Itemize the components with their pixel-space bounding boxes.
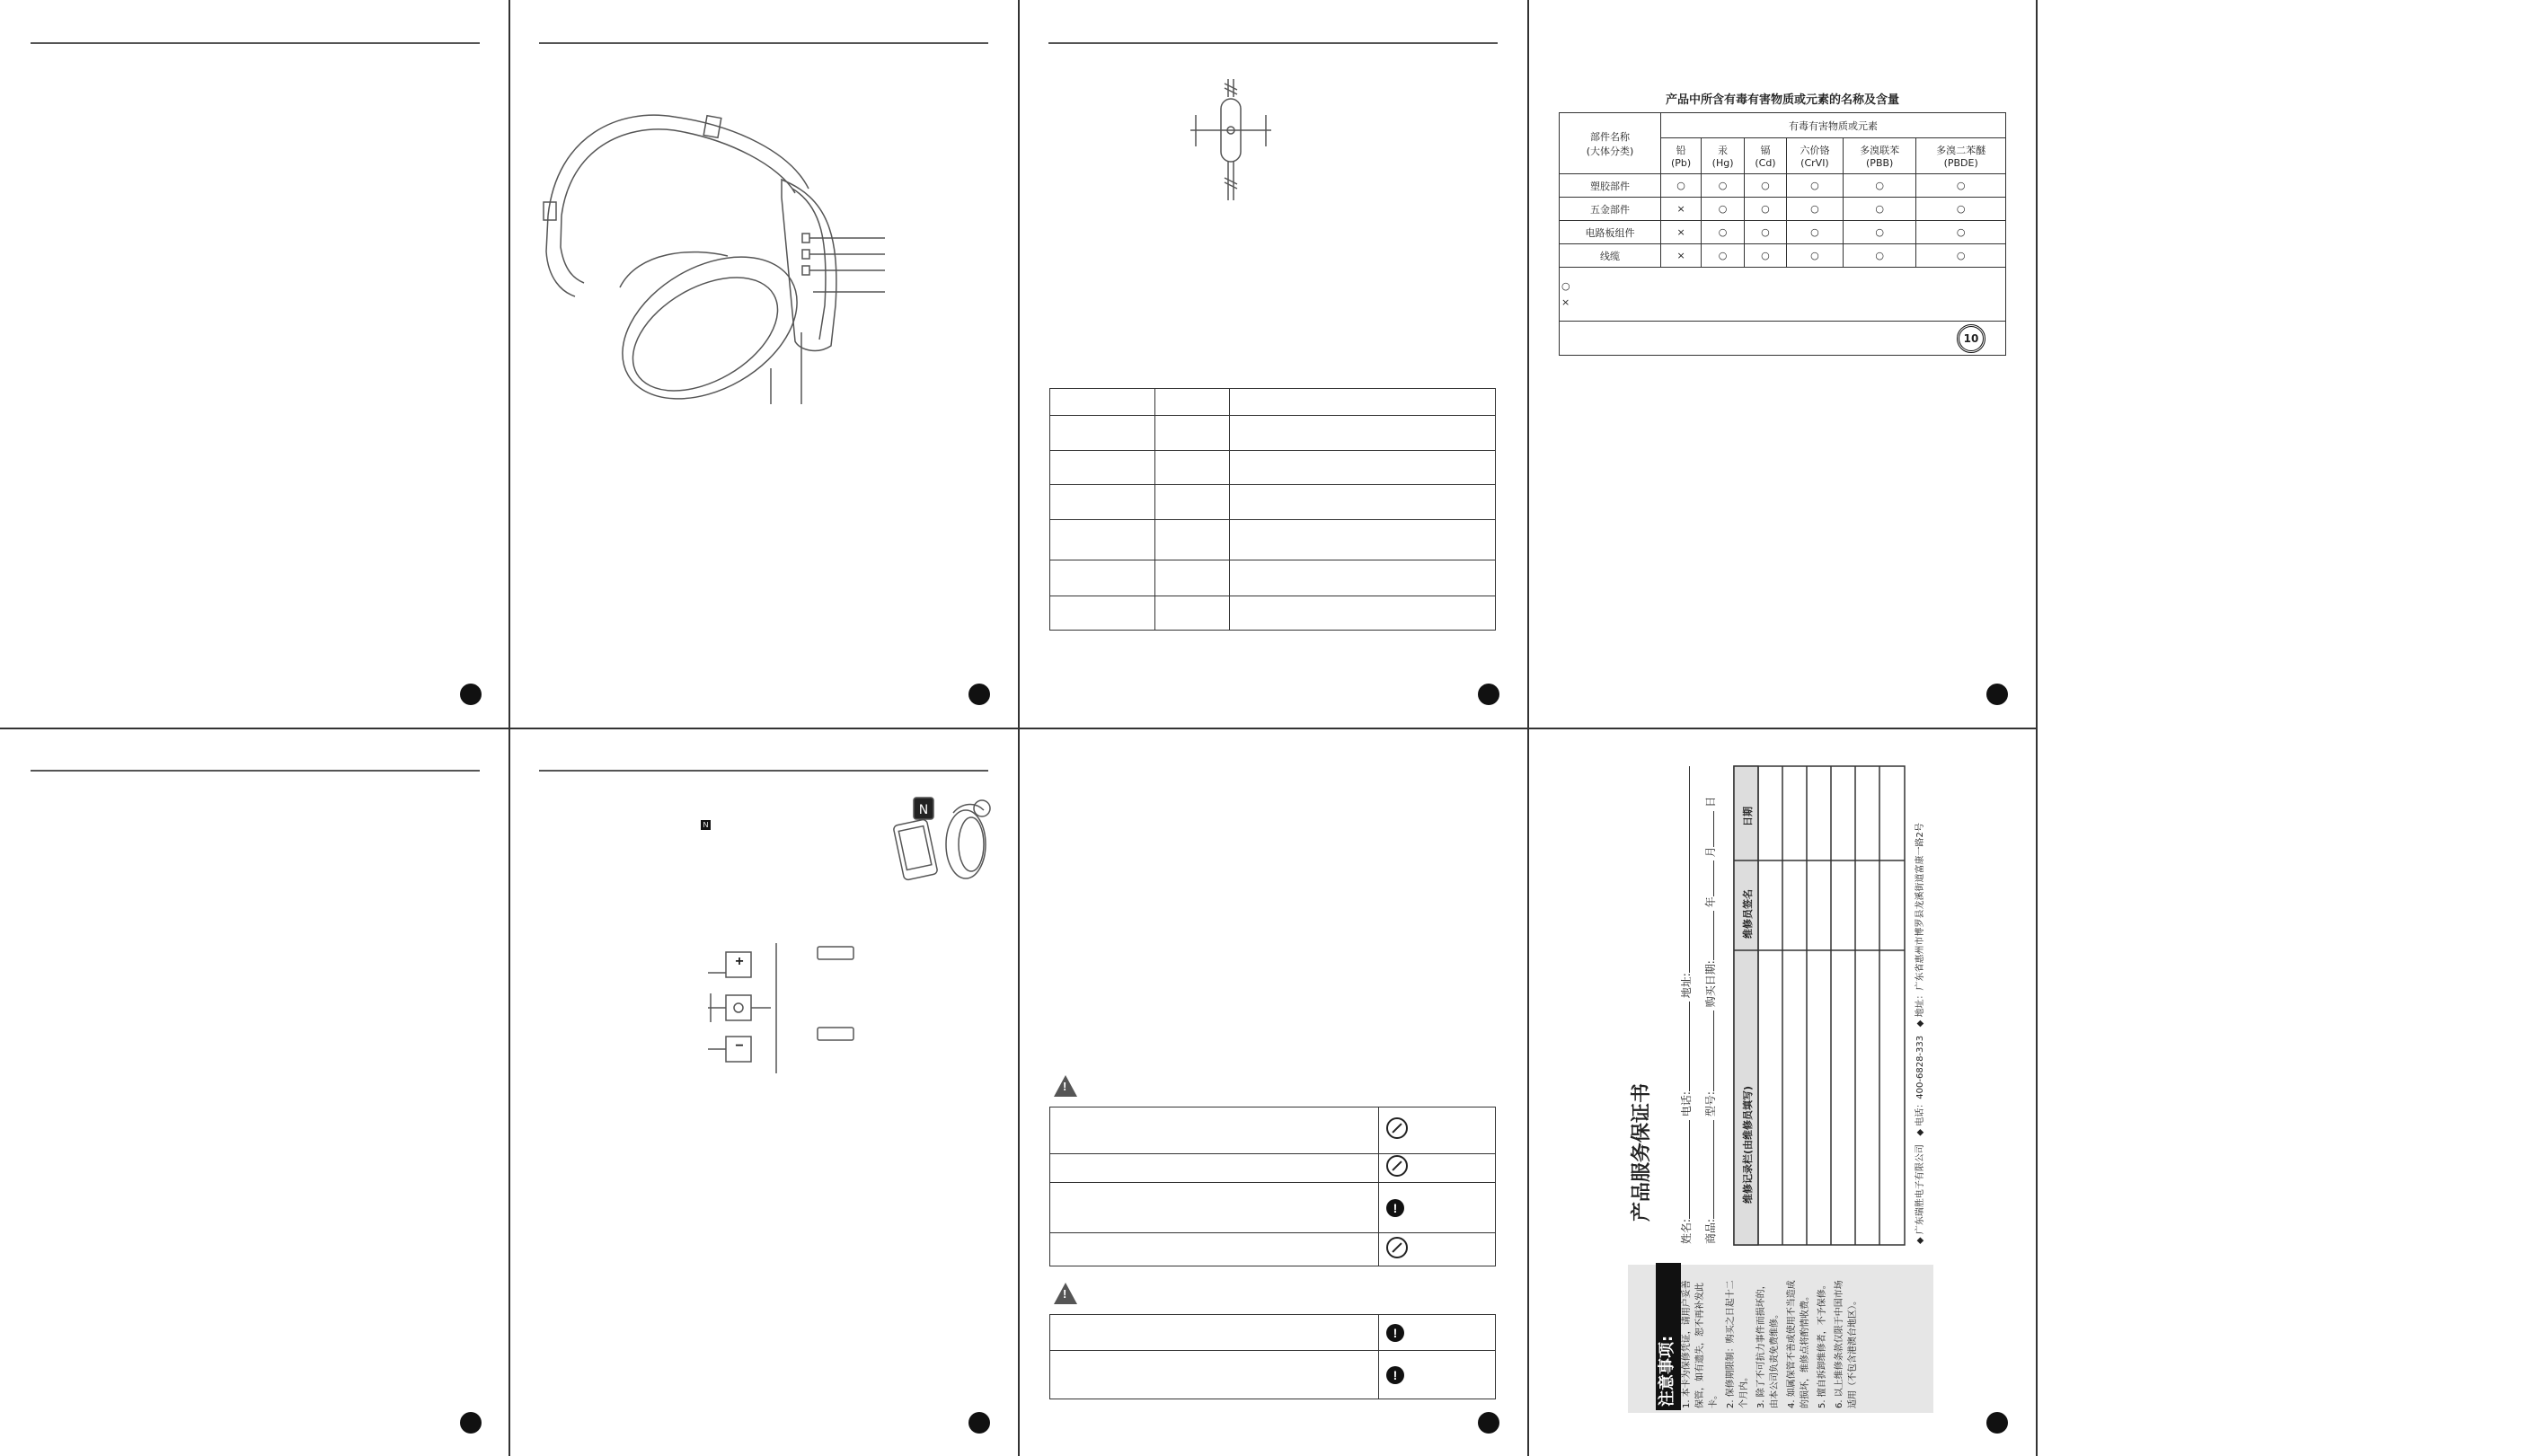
- page-number-dot: [1986, 684, 2008, 705]
- substance-cell: ○: [1844, 174, 1916, 198]
- table-cell: [1230, 560, 1496, 596]
- substance-cell: ○: [1844, 198, 1916, 221]
- warning-table: [1049, 1107, 1496, 1266]
- address-label: 地址:: [1680, 973, 1693, 999]
- table-cell: [1050, 1233, 1379, 1266]
- substance-header: 铅 (Pb): [1661, 138, 1702, 174]
- hazard-row: [1560, 174, 2006, 198]
- substance-cell: ○: [1844, 221, 1916, 244]
- substance-cell: ○: [1916, 221, 2006, 244]
- name-label: 姓名:: [1680, 1218, 1693, 1244]
- nfc-inline-icon: N: [701, 820, 711, 830]
- warranty-title: 产品服务保证书: [1631, 1082, 1653, 1222]
- table-cell: [1050, 485, 1155, 520]
- substance-header: 镉 (Cd): [1745, 138, 1787, 174]
- mandatory-icon: !: [1386, 1324, 1404, 1342]
- header-rule: [31, 770, 480, 772]
- table-cell: [1155, 450, 1230, 485]
- table-cell: [1155, 389, 1230, 416]
- substance-cell: ○: [1786, 244, 1843, 268]
- warranty-line-1: [1678, 768, 1694, 1244]
- note-item: 5. 擅自拆卸维修者，不予保修。: [1817, 1280, 1827, 1408]
- substance-cell: ○: [1702, 221, 1745, 244]
- table-cell: [1050, 560, 1155, 596]
- page-number-dot: [460, 684, 482, 705]
- substance-cell: ○: [1745, 174, 1787, 198]
- caution-table: [1049, 1314, 1496, 1399]
- hazard-table-title: 产品中所含有毒有害物质或元素的名称及含量: [1665, 93, 1899, 107]
- signature-header: 维修员签名: [1742, 889, 1754, 939]
- note-item: 1. 本卡为保修凭证，请用户妥善保管，如有遗失，恕不再补发此卡。: [1682, 1280, 1719, 1408]
- svg-text:N: N: [918, 803, 929, 817]
- substance-cell: ○: [1702, 198, 1745, 221]
- table-cell: [1050, 1107, 1379, 1154]
- note-item: 6. 以上维修条款仅限于中国市场适用（不包含港澳台地区）。: [1835, 1280, 1858, 1408]
- hazard-row: [1560, 198, 2006, 221]
- table-cell: [1050, 450, 1155, 485]
- legend-o: ○: [1561, 279, 1570, 292]
- substance-cell: ×: [1661, 221, 1702, 244]
- table-cell: [1230, 519, 1496, 560]
- note-item: 2. 保修期限制：购买之日起十二个月内。: [1726, 1280, 1749, 1408]
- repair-record-grid: [1734, 766, 1906, 1247]
- caution-triangle-icon: !: [1054, 1283, 1077, 1304]
- substance-header: 多溴二苯醚 (PBDE): [1916, 138, 2006, 174]
- table-cell: [1050, 596, 1155, 631]
- table-cell: [1230, 485, 1496, 520]
- page-number-dot: [1478, 684, 1499, 705]
- page-number-dot: [460, 1412, 482, 1434]
- substance-cell: ○: [1844, 244, 1916, 268]
- page-number-dot: [968, 684, 990, 705]
- volume-down-icon: −: [735, 1038, 744, 1054]
- hazard-table: [1559, 112, 2006, 356]
- purchase-date-label: 购买日期:: [1704, 960, 1717, 1008]
- mandatory-icon: !: [1386, 1366, 1404, 1384]
- prohibited-icon: [1386, 1117, 1408, 1139]
- header-rule: [539, 42, 988, 44]
- epup-logo-icon: 10: [1957, 324, 1985, 353]
- substance-cell: ×: [1661, 244, 1702, 268]
- substance-header: 多溴联苯 (PBB): [1844, 138, 1916, 174]
- nfc-pairing-diagram: [894, 790, 993, 889]
- note-item: 3. 除了不可抗力事件而损坏的，由本公司负责免费维修。: [1756, 1280, 1780, 1408]
- page-number-dot: [1986, 1412, 2008, 1434]
- substance-cell: ○: [1786, 198, 1843, 221]
- substance-group-header: 有毒有害物质或元素: [1661, 113, 2006, 138]
- table-cell: [1050, 1154, 1379, 1183]
- page-number-dot: [1478, 1412, 1499, 1434]
- table-cell: [1155, 560, 1230, 596]
- table-cell: [1050, 1183, 1379, 1233]
- date-header: 日期: [1742, 807, 1754, 826]
- note-item: 4. 如属保管不善或使用不当造成的损坏，维修点将酌情收费。: [1787, 1280, 1810, 1408]
- table-cell: [1230, 450, 1496, 485]
- substance-cell: ○: [1745, 221, 1787, 244]
- table-cell: [1155, 416, 1230, 451]
- table-cell: [1050, 519, 1155, 560]
- substance-cell: ○: [1786, 174, 1843, 198]
- part-column-header: 部件名称 (大体分类): [1560, 113, 1661, 174]
- part-name: 五金部件: [1560, 198, 1661, 221]
- substance-cell: ○: [1916, 198, 2006, 221]
- spec-table: [1049, 388, 1496, 631]
- model-label: 型号:: [1704, 1091, 1717, 1117]
- table-cell: [1155, 519, 1230, 560]
- table-cell: [1050, 1315, 1379, 1351]
- fold-line: [0, 728, 2038, 729]
- table-cell: [1050, 1351, 1379, 1399]
- repair-record-header: 维修记录栏(由维修员填写): [1742, 1085, 1754, 1204]
- part-name: 线缆: [1560, 244, 1661, 268]
- header-rule: [539, 770, 988, 772]
- mandatory-icon: !: [1386, 1199, 1404, 1217]
- phone-label: 电话:: [1680, 1091, 1693, 1117]
- substance-cell: ×: [1661, 198, 1702, 221]
- substance-header: 汞 (Hg): [1702, 138, 1745, 174]
- prohibited-icon: [1386, 1237, 1408, 1258]
- table-cell: [1155, 596, 1230, 631]
- part-name: 电路板组件: [1560, 221, 1661, 244]
- table-cell: [1230, 389, 1496, 416]
- substance-cell: ○: [1745, 198, 1787, 221]
- product-label: 商品:: [1704, 1218, 1717, 1244]
- header-rule: [1048, 42, 1498, 44]
- substance-cell: ○: [1916, 244, 2006, 268]
- table-cell: [1230, 596, 1496, 631]
- control-slider-diagram: [1190, 79, 1271, 200]
- part-name: 塑胶部件: [1560, 174, 1661, 198]
- hazard-row: [1560, 244, 2006, 268]
- warranty-line-2: 商品: 型号: 购买日期: 年 月 日: [1704, 796, 1717, 1244]
- table-cell: [1050, 416, 1155, 451]
- table-cell: [1230, 416, 1496, 451]
- headphone-diagram: [539, 99, 898, 404]
- hazard-row: [1560, 221, 2006, 244]
- warning-triangle-icon: !: [1054, 1075, 1077, 1097]
- notes-title: 注意事项:: [1656, 1263, 1681, 1410]
- page-number-dot: [968, 1412, 990, 1434]
- substance-cell: ○: [1745, 244, 1787, 268]
- substance-cell: ○: [1702, 244, 1745, 268]
- company-info: ◆ 广东瑞胜电子有限公司 ◆ 电话：400-6828-333 ◆ 地址：广东省惠州市博罗县龙溪街道富康一路2号: [1915, 823, 1925, 1244]
- header-rule: [31, 42, 480, 44]
- substance-cell: ○: [1786, 221, 1843, 244]
- prohibited-icon: [1386, 1155, 1408, 1177]
- substance-cell: ○: [1661, 174, 1702, 198]
- notes-list: [1680, 1274, 1863, 1408]
- table-cell: [1050, 389, 1155, 416]
- substance-cell: ○: [1702, 174, 1745, 198]
- substance-cell: ○: [1916, 174, 2006, 198]
- volume-up-icon: +: [735, 954, 744, 969]
- substance-header: 六价铬 (CrVI): [1786, 138, 1843, 174]
- legend-x: ×: [1561, 296, 1570, 308]
- table-cell: [1155, 485, 1230, 520]
